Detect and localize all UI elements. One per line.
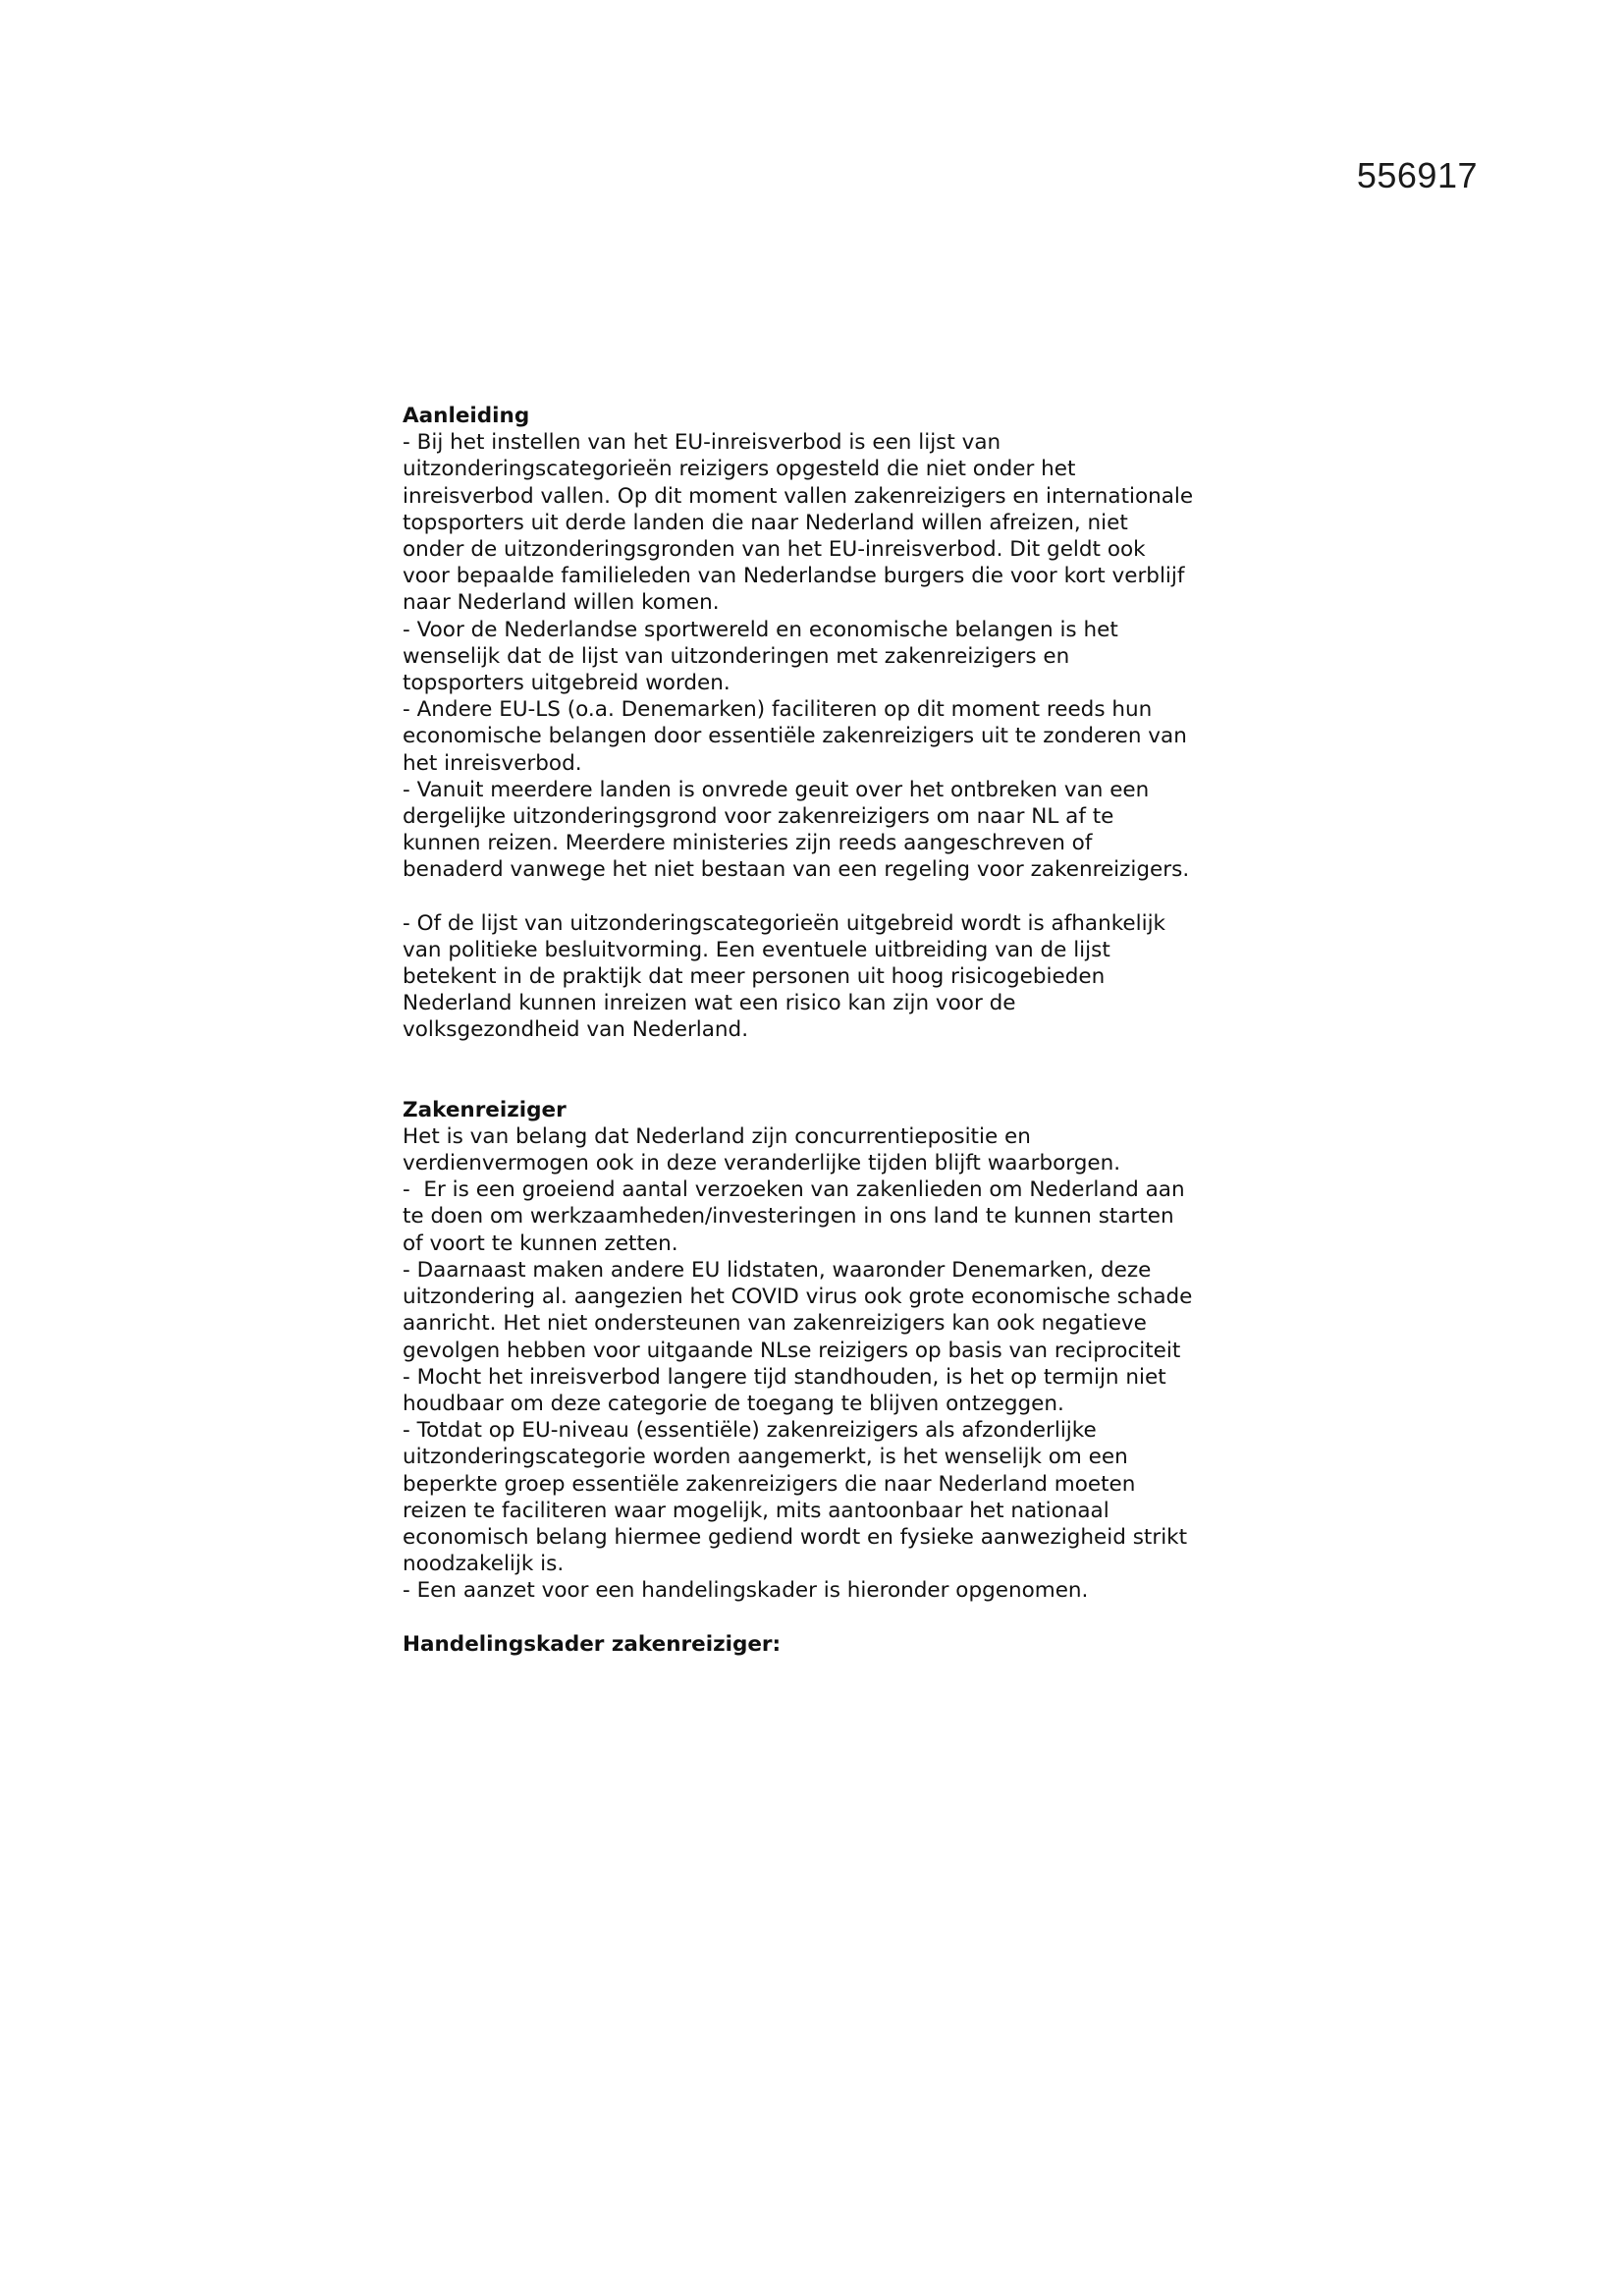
section-aanleiding bbox=[403, 403, 1267, 1044]
text-line: economisch belang hiermee gediend wordt en fysieke aanwezigheid strikt bbox=[403, 1524, 1188, 1550]
paragraph bbox=[403, 429, 1267, 883]
section-handelingskader bbox=[403, 1631, 1267, 1658]
text-line: economische belangen door essentiële zakenreizigers uit te zonderen van bbox=[403, 724, 1187, 749]
text-line: - Bij het instellen van het EU-inreisverbod is een lijst van bbox=[403, 430, 1001, 456]
section-zakenreiziger bbox=[403, 1097, 1267, 1605]
text-line: of voort te kunnen zetten. bbox=[403, 1230, 678, 1256]
document-body bbox=[403, 403, 1267, 1658]
paragraph bbox=[403, 1123, 1267, 1605]
text-line: - Totdat op EU-niveau (essentiële) zakenreizigers als afzonderlijke bbox=[403, 1418, 1097, 1444]
text-line: aanricht. Het niet ondersteunen van zakenreizigers kan ook negatieve bbox=[403, 1311, 1147, 1337]
section-heading: Zakenreiziger bbox=[403, 1097, 567, 1122]
text-line: houdbaar om deze categorie de toegang te blijven ontzeggen. bbox=[403, 1391, 1064, 1416]
text-line: dergelijke uitzonderingsgrond voor zakenreizigers om naar NL af te bbox=[403, 804, 1114, 830]
text-line: - Daarnaast maken andere EU lidstaten, waaronder Denemarken, deze bbox=[403, 1257, 1152, 1283]
text-line: topsporters uit derde landen die naar Nederland willen afreizen, niet bbox=[403, 510, 1128, 535]
text-line: topsporters uitgebreid worden. bbox=[403, 671, 730, 696]
text-line: - Een aanzet voor een handelingskader is hieronder opgenomen. bbox=[403, 1578, 1089, 1604]
text-line: gevolgen hebben voor uitgaande NLse reizigers op basis van reciprociteit bbox=[403, 1338, 1181, 1363]
text-line: uitzondering al. aangezien het COVID virus ook grote economische schade bbox=[403, 1285, 1193, 1310]
text-line: te doen om werkzaamheden/investeringen in ons land te kunnen starten bbox=[403, 1204, 1174, 1230]
document-number: 556917 bbox=[1356, 155, 1478, 195]
text-line: voor bepaalde familieleden van Nederlandse burgers die voor kort verblijf bbox=[403, 564, 1185, 589]
text-line: - Mocht het inreisverbod langere tijd standhouden, is het op termijn niet bbox=[403, 1364, 1166, 1390]
text-line: inreisverbod vallen. Op dit moment vallen zakenreizigers en internationale bbox=[403, 483, 1194, 509]
text-line: - Of de lijst van uitzonderingscategorieën uitgebreid wordt is afhankelijk bbox=[403, 910, 1165, 936]
paragraph bbox=[403, 910, 1267, 1044]
section-gap bbox=[403, 1605, 1267, 1631]
text-line: - Er is een groeiend aantal verzoeken van zakenlieden om Nederland aan bbox=[403, 1177, 1185, 1203]
paragraph-gap bbox=[403, 884, 1267, 910]
text-line: betekent in de praktijk dat meer personen uit hoog risicogebieden bbox=[403, 964, 1106, 990]
section-gap bbox=[403, 1044, 1267, 1097]
text-line: Nederland kunnen inreizen wat een risico kan zijn voor de bbox=[403, 991, 1016, 1016]
text-line: benaderd vanwege het niet bestaan van een regeling voor zakenreizigers. bbox=[403, 857, 1190, 883]
text-line: noodzakelijk is. bbox=[403, 1552, 565, 1577]
text-line: - Vanuit meerdere landen is onvrede geuit over het ontbreken van een bbox=[403, 777, 1150, 802]
text-line: uitzonderingscategorieën reizigers opgesteld die niet onder het bbox=[403, 457, 1076, 482]
text-line: het inreisverbod. bbox=[403, 750, 582, 776]
text-line: beperkte groep essentiële zakenreizigers die naar Nederland moeten bbox=[403, 1471, 1136, 1497]
text-line: kunnen reizen. Meerdere ministeries zijn reeds aangeschreven of bbox=[403, 831, 1093, 856]
text-line: naar Nederland willen komen. bbox=[403, 590, 720, 616]
text-line: reizen te faciliteren waar mogelijk, mits aantoonbaar het nationaal bbox=[403, 1498, 1109, 1523]
section-heading: Aanleiding bbox=[403, 404, 530, 428]
section-heading: Handelingskader zakenreiziger: bbox=[403, 1631, 782, 1657]
text-line: - Voor de Nederlandse sportwereld en economische belangen is het bbox=[403, 617, 1118, 642]
text-line: van politieke besluitvorming. Een eventuele uitbreiding van de lijst bbox=[403, 937, 1110, 962]
text-line: uitzonderingscategorie worden aangemerkt, is het wenselijk om een bbox=[403, 1445, 1128, 1470]
text-line: - Andere EU-LS (o.a. Denemarken) faciliteren op dit moment reeds hun bbox=[403, 697, 1153, 723]
text-line: onder de uitzonderingsgronden van het EU-inreisverbod. Dit geldt ook bbox=[403, 537, 1146, 563]
text-line: wenselijk dat de lijst van uitzonderingen met zakenreizigers en bbox=[403, 643, 1070, 669]
text-line: volksgezondheid van Nederland. bbox=[403, 1017, 749, 1043]
text-line: Het is van belang dat Nederland zijn concurrentiepositie en bbox=[403, 1123, 1031, 1149]
text-line: verdienvermogen ook in deze veranderlijke tijden blijft waarborgen. bbox=[403, 1151, 1121, 1176]
